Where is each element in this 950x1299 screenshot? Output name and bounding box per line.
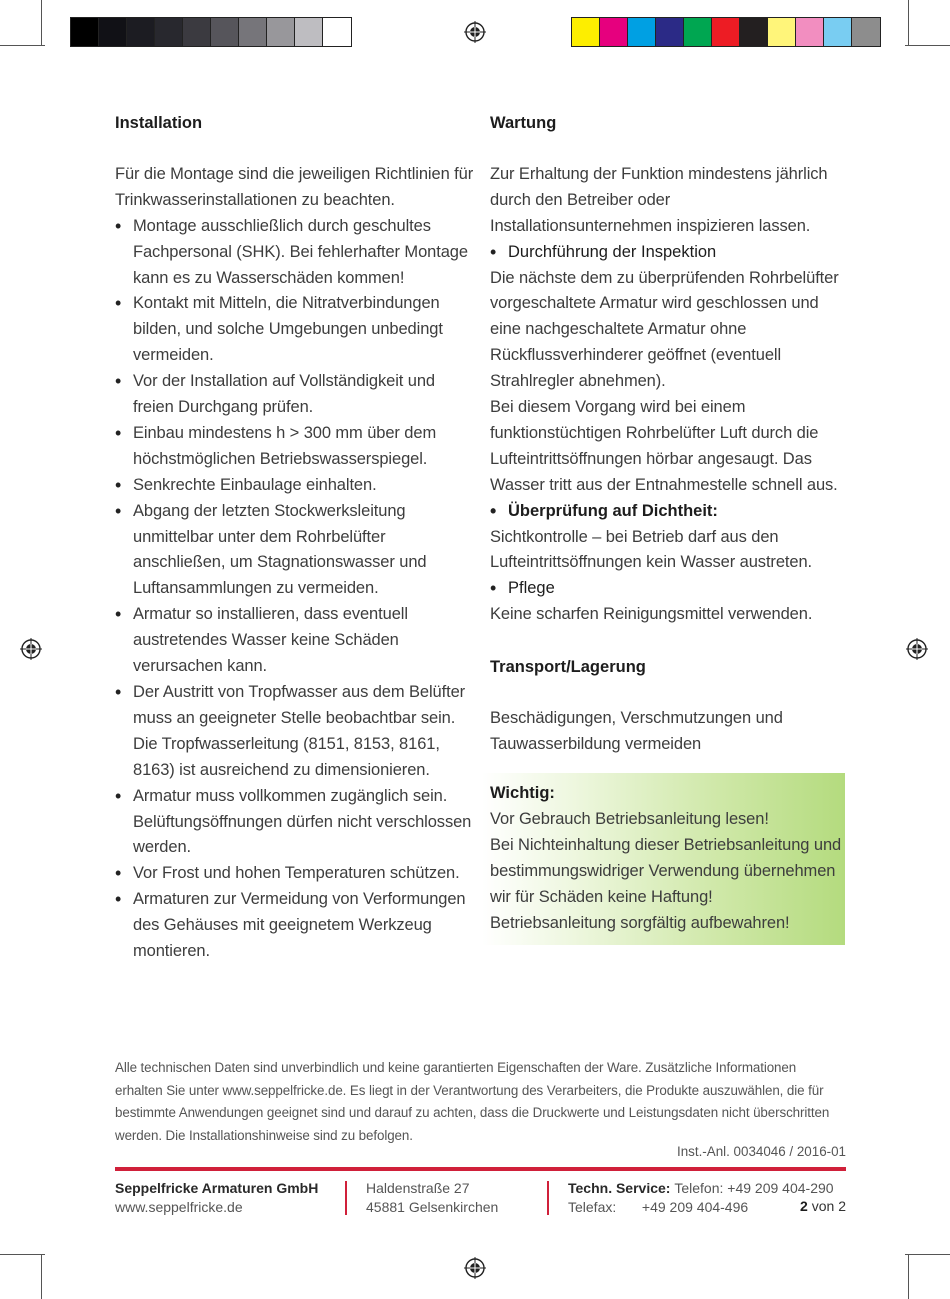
color-swatch — [239, 18, 267, 46]
transport-text: Beschädigungen, Verschmutzungen und Tauwasserbildung vermeiden — [490, 708, 783, 753]
color-swatch — [211, 18, 239, 46]
registration-mark-icon — [464, 21, 486, 43]
page-total: 2 — [838, 1198, 846, 1214]
footer-separator — [345, 1181, 347, 1215]
pflege-heading: • Pflege — [490, 576, 846, 602]
crop-mark — [41, 1254, 42, 1299]
color-swatch — [155, 18, 183, 46]
fax-number: +49 209 404-496 — [641, 1199, 749, 1215]
installation-list-item: • Kontakt mit Mitteln, die Nitratverbindungen bilden, und solche Umgebungen unbedingt vermeiden. — [115, 291, 475, 369]
important-notice-box — [482, 773, 845, 945]
crop-mark — [905, 1254, 950, 1255]
process-color-bar — [571, 17, 881, 47]
page-number — [800, 1198, 846, 1214]
registration-mark-icon — [906, 638, 928, 660]
inspektion-text: Die nächste dem zu überprüfenden Rohrbelüfter vorgeschaltete Armatur wird geschlossen und eine nachgeschaltete Armatur ohne Rückflussverhinderer geöffnet (eventuell Strahlregler abnehmen). — [490, 268, 839, 391]
footer-address-block — [366, 1179, 498, 1217]
wartung-intro: Zur Erhaltung der Funktion mindestens jährlich durch den Betreiber oder Installationsunternehmen inspizieren lassen. — [490, 164, 828, 235]
crop-mark — [0, 45, 45, 46]
color-swatch — [768, 18, 796, 46]
company-website[interactable]: www.seppelfricke.de — [115, 1199, 243, 1215]
color-swatch — [740, 18, 768, 46]
transport-heading: Transport/Lagerung — [490, 658, 646, 677]
color-swatch — [572, 18, 600, 46]
color-swatch — [267, 18, 295, 46]
footer-company-block — [115, 1179, 318, 1217]
color-swatch — [295, 18, 323, 46]
instruction-reference: Inst.-Anl. 0034046 / 2016-01 — [677, 1144, 846, 1159]
page-current: 2 — [800, 1198, 808, 1214]
footer-divider — [115, 1167, 846, 1171]
color-swatch — [796, 18, 824, 46]
fax-label: Telefax: — [568, 1199, 617, 1215]
important-line-3: Betriebsanleitung sorgfältig aufbewahren! — [490, 913, 790, 932]
registration-mark-icon — [20, 638, 42, 660]
wartung-section — [490, 110, 846, 758]
installation-list-item: • Armaturen zur Vermeidung von Verformungen des Gehäuses mit geeignetem Werkzeug montieren. — [115, 887, 475, 965]
service-label: Techn. Service: — [568, 1180, 671, 1196]
crop-mark — [908, 0, 909, 45]
color-swatch — [71, 18, 99, 46]
page-of: von — [811, 1198, 835, 1214]
inspektion-text-2: Bei diesem Vorgang wird bei einem funktionstüchtigen Rohrbelüfter Luft durch die Lufteintrittsöffnungen hörbar angesaugt. Das Wasser tritt aus der Entnahmestelle schnell aus. — [490, 398, 838, 494]
color-swatch — [656, 18, 684, 46]
installation-heading: Installation — [115, 114, 203, 132]
installation-intro: Für die Montage sind die jeweiligen Richtlinien für Trinkwasserinstallationen zu beachten. — [115, 164, 474, 209]
installation-list-item: • Abgang der letzten Stockwerksleitung unmittelbar unter dem Rohrbelüfter anschließen, um Stagnationswasser und Luftansammlungen zu vermeiden. — [115, 499, 475, 603]
footer-service-block — [568, 1179, 834, 1217]
crop-mark — [0, 1254, 45, 1255]
color-swatch — [852, 18, 880, 46]
dichtheit-heading: • Überprüfung auf Dichtheit: — [490, 499, 846, 525]
disclaimer-text: Alle technischen Daten sind unverbindlich und keine garantierten Eigenschaften der Ware. Zusätzliche Informationen erhalten Sie unter www.seppelfricke.de. Es liegt in der Verantwortung des Verarbeiters, die Produkte auszuwählen, die für bestimmte Anwendungen geeignet sind und darauf zu achten, dass die Druckwerte und Leistungsdaten nicht überschritten werden. Die Installationshinweise sind zu befolgen. — [115, 1060, 830, 1143]
color-swatch — [127, 18, 155, 46]
installation-list-item: • Der Austritt von Tropfwasser aus dem Belüfter muss an geeigneter Stelle beobachtbar sein. Die Tropfwasserleitung (8151, 8153, 8161, 8163) ist ausreichend zu dimensionieren. — [115, 680, 475, 784]
color-swatch — [323, 18, 351, 46]
footer-separator — [547, 1181, 549, 1215]
company-city: 45881 Gelsenkirchen — [366, 1199, 499, 1215]
phone-number: +49 209 404-290 — [727, 1180, 834, 1196]
installation-list-item: • Senkrechte Einbaulage einhalten. — [115, 473, 475, 499]
crop-mark — [905, 45, 950, 46]
color-swatch — [183, 18, 211, 46]
wartung-heading: Wartung — [490, 114, 557, 132]
pflege-text: Keine scharfen Reinigungsmittel verwenden. — [490, 605, 813, 624]
installation-list-item: • Armatur muss vollkommen zugänglich sein. Belüftungsöffnungen dürfen nicht verschlossen werden. — [115, 784, 475, 862]
installation-list — [115, 214, 475, 965]
company-name: Seppelfricke Armaturen GmbH — [115, 1180, 319, 1196]
company-street: Haldenstraße 27 — [366, 1180, 470, 1196]
color-swatch — [824, 18, 852, 46]
color-swatch — [600, 18, 628, 46]
installation-list-item: • Vor Frost und hohen Temperaturen schützen. — [115, 861, 475, 887]
grayscale-color-bar — [70, 17, 352, 47]
registration-mark-icon — [464, 1257, 486, 1279]
crop-mark — [908, 1254, 909, 1299]
inspektion-heading: • Durchführung der Inspektion — [490, 240, 846, 266]
color-swatch — [628, 18, 656, 46]
phone-label: Telefon: — [674, 1180, 724, 1196]
installation-list-item: • Montage ausschließlich durch geschultes Fachpersonal (SHK). Bei fehlerhafter Montage kann es zu Wasserschäden kommen! — [115, 214, 475, 292]
installation-list-item: • Armatur so installieren, dass eventuell austretendes Wasser keine Schäden verursachen kann. — [115, 602, 475, 680]
important-title: Wichtig: — [490, 784, 555, 802]
important-line-2: Bei Nichteinhaltung dieser Betriebsanleitung und bestimmungswidriger Verwendung übernehmen wir für Schäden keine Haftung! — [490, 835, 842, 906]
installation-section — [115, 110, 475, 965]
dichtheit-text: Sichtkontrolle – bei Betrieb darf aus den Lufteintrittsöffnungen kein Wasser austreten. — [490, 527, 813, 572]
installation-list-item: • Vor der Installation auf Vollständigkeit und freien Durchgang prüfen. — [115, 369, 475, 421]
color-swatch — [684, 18, 712, 46]
color-swatch — [712, 18, 740, 46]
installation-list-item: • Einbau mindestens h > 300 mm über dem höchstmöglichen Betriebswasserspiegel. — [115, 421, 475, 473]
color-swatch — [99, 18, 127, 46]
crop-mark — [41, 0, 42, 45]
important-line-1: Vor Gebrauch Betriebsanleitung lesen! — [490, 809, 769, 828]
